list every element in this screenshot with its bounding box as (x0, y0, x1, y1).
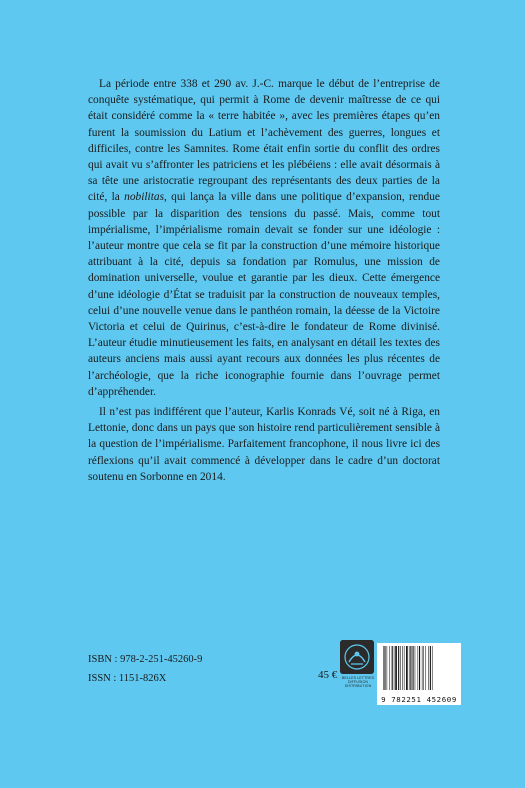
barcode-bar (406, 646, 408, 690)
barcode-bar (395, 646, 397, 690)
barcode-bar (398, 646, 399, 690)
barcode-bar (394, 646, 395, 690)
barcode-bar (418, 646, 419, 690)
barcode-bar (425, 646, 426, 690)
price-text: 45 € (318, 669, 338, 681)
issn-text: ISSN : 1151-826X (88, 673, 167, 684)
barcode-bar (392, 646, 393, 690)
back-cover-blurb (88, 76, 440, 485)
barcode-bar (422, 646, 423, 690)
blurb-paragraph-2: Il n’est pas indifférent que l’auteur, Karlis Konrads Vé, soit né à Riga, en Lettonie, donc dans un pays que son histoire rend particulièrement sensible à la question de l’impérialisme. Parfaitement francophone, il nous livre ici des réflexions qu’il avait commencé à développer dans le cadre d’un doctorat soutenu en Sorbonne en 2014. (88, 406, 440, 483)
publisher-logo-text: BELLES LETTRES DIFFUSION DISTRIBUTION (341, 676, 375, 689)
blurb-paragraph-1-rest: , qui lança la ville dans une politique d’expansion, rendue possible par la disparition des tensions du passé. Mais, comme tout impérialisme, l’impérialisme romain devait se fonder sur une idéologie : l’auteur montre que cela se fit par la construction d’une mémoire historique attribuant à la cité, depuis sa fondation par Romulus, une mission de domination universelle, voulue et garantie par les dieux. Cette émergence d’une idéologie d’État se traduisit par la construction de nouveaux temples, celui d’une nouvelle venue dans le panthéon romain, la déesse de la Victoire Victoria et celui de Quirinus, c’est-à-dire le fondateur de Rome divinisé. L’auteur étudie minutieusement les faits, en analysant en détail les textes des auteurs anciens mais aussi ayant recours aux données les plus récentes de l’archéologie, que la riche iconographie fournie dans l’ouvrage permet d’appréhender. (88, 191, 440, 398)
barcode-bar (409, 646, 410, 690)
publisher-logo-icon (340, 640, 374, 674)
barcode-bar (428, 646, 429, 690)
blurb-paragraph-1-text: La période entre 338 et 290 av. J.-C. marque le début de l’entreprise de conquête systématique, qui permit à Rome de devenir maîtresse de ce qui était considéré comme la « terre habitée », avec les premières étapes qu’en furent la soumission du Latium et l’achèvement des guerres, longues et difficiles, contre les Samnites. Rome était enfin sortie du conflit des ordres qui avait vu s’affronter les patriciens et les plébéiens : elle avait désormais à sa tête une aristocratie regroupant des représentants des deux parties de la cité, la (88, 78, 440, 204)
barcode (377, 643, 461, 705)
isbn-text: ISBN : 978-2-251-45260-9 (88, 654, 203, 665)
barcode-bar (410, 646, 411, 690)
barcode-bar (432, 646, 433, 690)
barcode-bar (400, 646, 401, 690)
barcode-bar (404, 646, 405, 690)
blurb-paragraph-1 (88, 76, 440, 400)
isbn-block (88, 650, 202, 688)
barcode-bar (383, 646, 384, 690)
barcode-bar (387, 646, 388, 690)
barcode-bar (415, 646, 416, 690)
barcode-bar (384, 646, 385, 690)
barcode-bar (423, 646, 424, 690)
barcode-bar (413, 646, 414, 690)
barcode-number: 9 782251 452609 (381, 695, 457, 704)
barcode-bar (419, 646, 420, 690)
barcode-bar (430, 646, 431, 690)
barcode-bar (402, 646, 403, 690)
nobilitas-term: nobilitas (124, 191, 164, 204)
barcode-bar (389, 646, 390, 690)
barcode-bars-icon (381, 646, 457, 692)
